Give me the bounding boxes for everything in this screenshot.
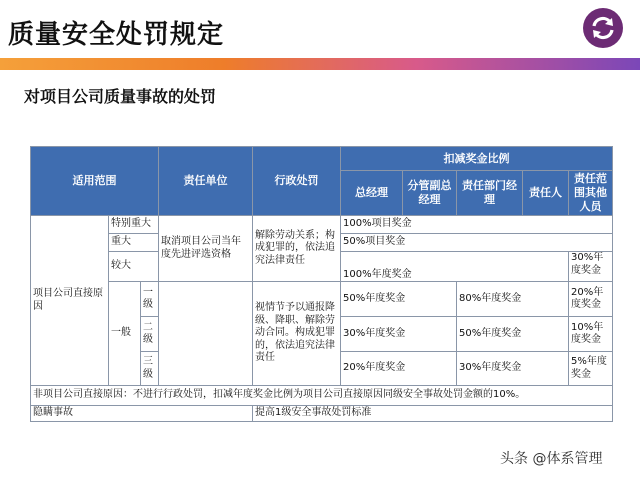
header-person: 责任人 [523,171,569,216]
direct-cause-label: 项目公司直接原因 [31,216,109,386]
row-level2-dept: 50%年度奖金 [457,317,569,352]
concealed-label: 隐瞒事故 [31,406,253,422]
non-direct-row: 非项目公司直接原因：不进行行政处罚，扣减年度奖金比例为项目公司直接原因同级安全事故处罚金额的10%。 [31,386,613,406]
watermark: 头条 @体系管理 [500,451,603,467]
refresh-logo-icon [583,8,623,48]
row-level1-label: 一级 [141,282,159,317]
row-level3-gm: 20%年度奖金 [341,352,457,386]
title-underline-bar [0,58,640,70]
header-scope: 适用范围 [31,147,159,216]
row-large-label: 较大 [109,252,159,282]
penalty-table [30,146,613,422]
row-level2-others: 10%年度奖金 [569,317,613,352]
row-major-label: 重大 [109,234,159,252]
header-unit: 责任单位 [159,147,253,216]
unit-empty-cell [159,282,253,386]
admin-general-text: 视情节予以通报降级、降职、解除劳动合同。构成犯罪的，依法追究法律责任 [253,282,341,386]
header-deduction: 扣减奖金比例 [341,147,613,171]
header-others: 责任范围其他人员 [569,171,613,216]
row-level1-gm: 50%年度奖金 [341,282,457,317]
row-level2-label: 二级 [141,317,159,352]
header-dept: 责任部门经理 [457,171,523,216]
header-gm: 总经理 [341,171,403,216]
unit-text: 取消项目公司当年度先进评选资格 [159,216,253,282]
row-level2-gm: 30%年度奖金 [341,317,457,352]
header-vp: 分管副总经理 [403,171,457,216]
row-large-gm: 100%年度奖金 [341,252,569,282]
row-special-gm: 100%项目奖金 [341,216,613,234]
row-special-label: 特别重大 [109,216,159,234]
row-level3-label: 三级 [141,352,159,386]
row-major-gm: 50%项目奖金 [341,234,613,252]
row-large-others: 30%年度奖金 [569,252,613,282]
slide-title: 质量安全处罚规定 [8,20,225,50]
general-label: 一般 [109,282,141,386]
row-level1-dept: 80%年度奖金 [457,282,569,317]
row-level3-others: 5%年度奖金 [569,352,613,386]
row-level1-others: 20%年度奖金 [569,282,613,317]
admin-top-text: 解除劳动关系；构成犯罪的，依法追究法律责任 [253,216,341,282]
section-subtitle: 对项目公司质量事故的处罚 [24,87,217,106]
header-admin: 行政处罚 [253,147,341,216]
concealed-value: 提高1级安全事故处罚标准 [253,406,613,422]
row-level3-dept: 30%年度奖金 [457,352,569,386]
